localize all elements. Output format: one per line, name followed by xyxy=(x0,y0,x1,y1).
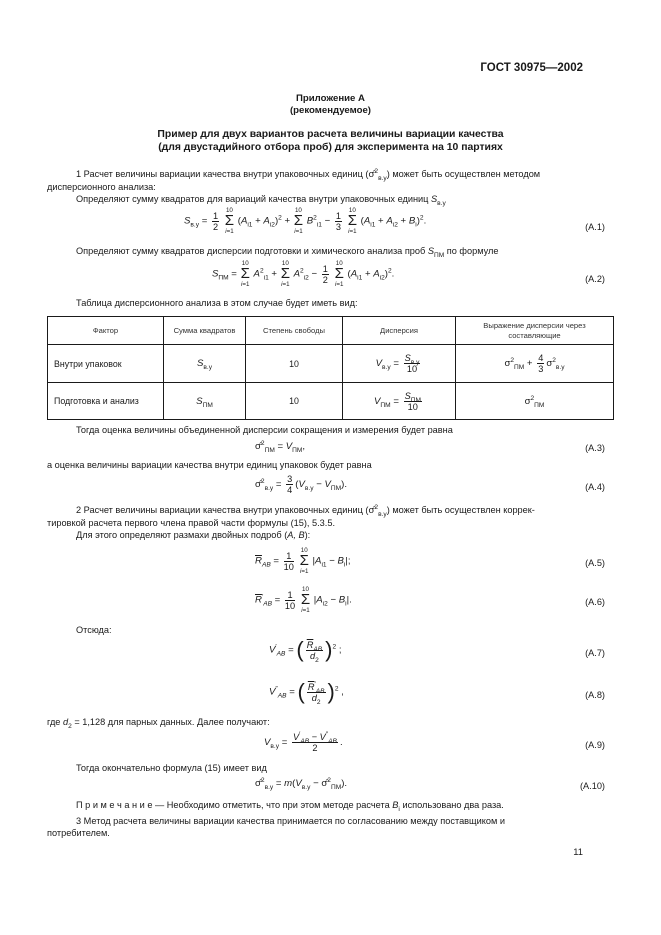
page-number: 11 xyxy=(573,846,583,857)
appendix-subtitle: (рекомендуемое) xyxy=(289,105,371,116)
table-cell-expression: $\sigma^2_{ПМ}$ + $\frac{4}{3}$ $\sigma^2_{в.у}$ xyxy=(456,345,614,383)
table-header-df: Степень свободы xyxy=(246,317,343,345)
equation-label-a1: (А.1) xyxy=(585,222,605,232)
note: П р и м е ч а н и е — Необходимо отметить, что при этом методе расчета $B_i$ использовано два раза. xyxy=(76,800,504,813)
table-cell-sum: $S_{ПМ}$ xyxy=(164,383,246,420)
paragraph-within: а оценка величины вариации качества внутри единиц упаковок будет равна xyxy=(47,460,372,470)
equation-a8: $V''_{AB}$ = ( $\frac{\overline{R}'_{AB}}{d_2}$ )$^2$ , xyxy=(269,679,344,706)
equation-label-a10: (А.10) xyxy=(579,781,605,791)
equation-a6: $\overline{R}'_{AB}$ = $\frac{1}{10}$ 10 Σ i=1 $|A_{i2} - B_i|$. xyxy=(255,586,352,614)
equation-a1: $S_{в.у}$ = $\frac{1}{2}$ 10 Σ i=1 $(A_{i1} + A_{i2})^2$ + 10 Σ i=1 $B^2_{i1}$ − $\frac{1}{3}$ 10 Σ i=1 $(A_{i1} + A_{i2} + B_i)^2$. xyxy=(184,207,427,235)
table-header-factor: Фактор xyxy=(48,317,164,345)
equation-a7: $V'_{AB}$ = ( $\frac{\overline{R}_{AB}}{d_2}$ )$^2$ ; xyxy=(269,637,342,664)
equation-a2: $S_{ПМ}$ = 10 Σ i=1 $A^2_{i1}$ + 10 Σ i=1 $A^2_{i2}$ − $\frac{1}{2}$ 10 Σ i=1 $(A_{i1} + A_{i2})^2$. xyxy=(212,260,395,288)
section-heading-line1: Пример для двух вариантов расчета величины вариации качества xyxy=(157,129,504,140)
table-header-expression: Выражение дисперсии через составляющие xyxy=(456,317,614,345)
table-intro: Таблица дисперсионного анализа в этом случае будет иметь вид: xyxy=(76,298,358,308)
paragraph-3-line1: 3 Метод расчета величины вариации качества принимается по согласованию между поставщиком и xyxy=(76,816,505,826)
table-header-variance: Дисперсия xyxy=(343,317,456,345)
table-cell-sum: $S_{в.у}$ xyxy=(164,345,246,383)
paragraph-2-line2: тировкой расчета первого члена правой части формулы (15), 5.3.5. xyxy=(47,518,335,528)
equation-a5: $\overline{R}_{AB}$ = $\frac{1}{10}$ 10 Σ i=1 $|A_{i1} - B_i|$; xyxy=(255,547,351,575)
paragraph-1-line1: 1 Расчет величины вариации качества внутри упаковочных единиц (σ̂$^2_{в.у}$) может быть осуществлен методом xyxy=(76,167,541,182)
hence-text: Отсюда: xyxy=(76,625,112,635)
equation-label-a5: (А.5) xyxy=(585,558,605,568)
equation-label-a2: (А.2) xyxy=(585,274,605,284)
equation-label-a3: (А.3) xyxy=(585,443,605,453)
equation-label-a8: (А.8) xyxy=(585,690,605,700)
table-cell-df: 10 xyxy=(246,383,343,420)
equation-a4: σ̂$^2_{в.у}$ = $\frac{3}{4}$ $(V_{в.у} - V_{ПМ})$. xyxy=(255,474,347,495)
table-cell-variance: $V_{ПМ}$ = $\frac{S_{ПМ}}{10}$ xyxy=(343,383,456,420)
document-header: ГОСТ 30975—2002 xyxy=(480,62,583,74)
equation-label-a4: (А.4) xyxy=(585,482,605,492)
paragraph-3-line2: потребителем. xyxy=(47,828,110,838)
appendix-title: Приложение А xyxy=(296,93,365,104)
table-row xyxy=(48,383,614,420)
paragraph-pm: Определяют сумму квадратов дисперсии подготовки и химического анализа проб $S_{ПМ}$ по формуле xyxy=(76,246,499,259)
equation-label-a9: (А.9) xyxy=(585,740,605,750)
anova-table xyxy=(47,316,614,420)
final-text: Тогда окончательно формула (15) имеет вид xyxy=(76,763,267,773)
table-cell-variance: $V_{в.у}$ = $\frac{S_{в.у}}{10}$ xyxy=(343,345,456,383)
paragraph-2-line1: 2 Расчет величины вариации качества внутри упаковочных единиц (σ̂$^2_{в.у}$) может быть осуществлен коррек- xyxy=(76,503,535,518)
table-header-row xyxy=(48,317,614,345)
equation-label-a6: (А.6) xyxy=(585,597,605,607)
paragraph-sum-squares: Определяют сумму квадратов для вариаций качества внутри упаковочных единиц $S_{в.у}$ xyxy=(76,194,446,207)
equation-a9: $V_{в.у}$ = $\frac{V'_{AB} - V''_{AB}}{2}$ . xyxy=(264,730,343,753)
paragraph-ranges: Для этого определяют размахи двойных подроб (A, B): xyxy=(76,530,311,540)
paragraph-combined: Тогда оценка величины объединенной дисперсии сокращения и измерения будет равна xyxy=(76,425,453,435)
d2-text: где $d_2 = 1,128$ для парных данных. Далее получают: xyxy=(47,717,270,730)
equation-a10: σ̂$^2_{в.у}$ = $m(V_{в.у}$ − σ̂$^2_{ПМ}$). xyxy=(255,776,348,791)
equation-a3: σ̂$^2_{ПМ}$ = $V_{ПМ}$, xyxy=(255,439,306,454)
table-cell-expression: $\sigma^2_{ПМ}$ xyxy=(456,383,614,420)
table-cell-factor: Внутри упаковок xyxy=(48,345,164,383)
table-header-sum: Сумма квадратов xyxy=(164,317,246,345)
table-row xyxy=(48,345,614,383)
table-cell-factor: Подготовка и анализ xyxy=(48,383,164,420)
table-cell-df: 10 xyxy=(246,345,343,383)
section-heading-line2: (для двустадийного отбора проб) для эксперимента на 10 партиях xyxy=(158,142,503,153)
equation-label-a7: (А.7) xyxy=(585,648,605,658)
paragraph-1-line2: дисперсионного анализа: xyxy=(47,182,156,192)
